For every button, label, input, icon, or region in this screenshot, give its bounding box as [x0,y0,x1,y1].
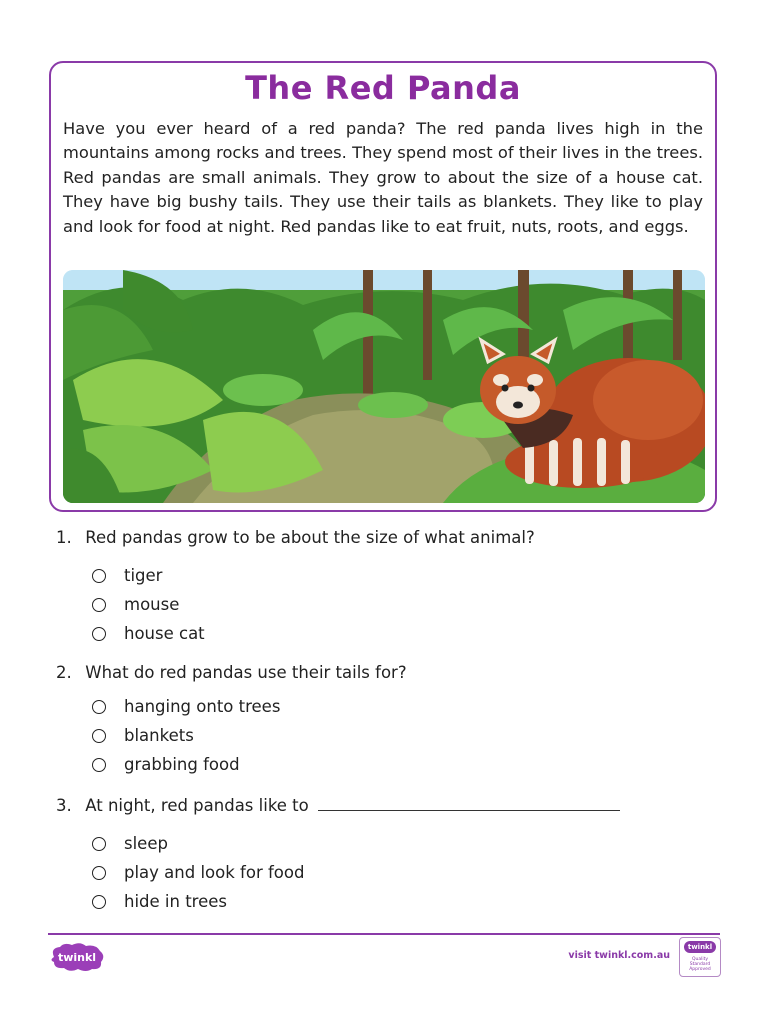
option-label: sleep [124,834,168,853]
badge-subtitle: Quality Standard Approved [689,957,711,972]
red-panda-illustration [63,270,705,503]
story-text: Have you ever heard of a red panda? The red panda lives high in the mountains among rocks and trees. They spend most of their lives in the trees. Red pandas are small animals. They grow to about the size of a house cat. They have big bushy tails. They use their tails as blankets. They like to play and look for food at night. Red pandas like to eat fruit, nuts, roots, and eggs. [63,119,703,236]
question-2 [56,663,407,682]
page-title: The Red Panda [245,69,521,107]
radio-circle-icon[interactable] [92,729,106,743]
q2-option-3[interactable] [92,755,240,774]
option-label: tiger [124,566,163,585]
question-number: 3. [56,796,72,815]
visit-link[interactable]: visit twinkl.com.au [568,950,670,961]
twinkl-logo-icon [48,942,106,972]
question-text: What do red pandas use their tails for? [85,663,407,682]
logo-text: twinkl [57,951,97,964]
question-number: 2. [56,663,72,682]
option-label: hanging onto trees [124,697,281,716]
q1-option-3[interactable] [92,624,205,643]
radio-circle-icon[interactable] [92,569,106,583]
q3-option-3[interactable] [92,892,227,911]
q1-option-1[interactable] [92,566,162,585]
forest-scene [63,270,705,503]
answer-blank[interactable] [318,796,620,811]
radio-circle-icon[interactable] [92,895,106,909]
badge-title: twinkl [684,941,716,953]
option-label: hide in trees [124,892,227,911]
question-text: At night, red pandas like to [85,796,309,815]
radio-circle-icon[interactable] [92,598,106,612]
option-label: house cat [124,624,205,643]
q3-option-1[interactable] [92,834,168,853]
story-card [49,61,717,512]
question-1 [56,528,535,547]
twinkl-logo [48,942,106,972]
q3-option-2[interactable] [92,863,304,882]
radio-circle-icon[interactable] [92,866,106,880]
option-label: mouse [124,595,180,614]
quality-standard-badge [679,937,721,977]
radio-circle-icon[interactable] [92,837,106,851]
q2-option-2[interactable] [92,726,194,745]
q2-option-1[interactable] [92,697,280,716]
radio-circle-icon[interactable] [92,700,106,714]
option-label: play and look for food [124,863,305,882]
option-label: blankets [124,726,194,745]
question-text: Red pandas grow to be about the size of what animal? [85,528,535,547]
footer-divider [48,933,720,935]
q1-option-2[interactable] [92,595,179,614]
question-number: 1. [56,528,72,547]
radio-circle-icon[interactable] [92,627,106,641]
question-3 [56,796,620,815]
radio-circle-icon[interactable] [92,758,106,772]
option-label: grabbing food [124,755,240,774]
